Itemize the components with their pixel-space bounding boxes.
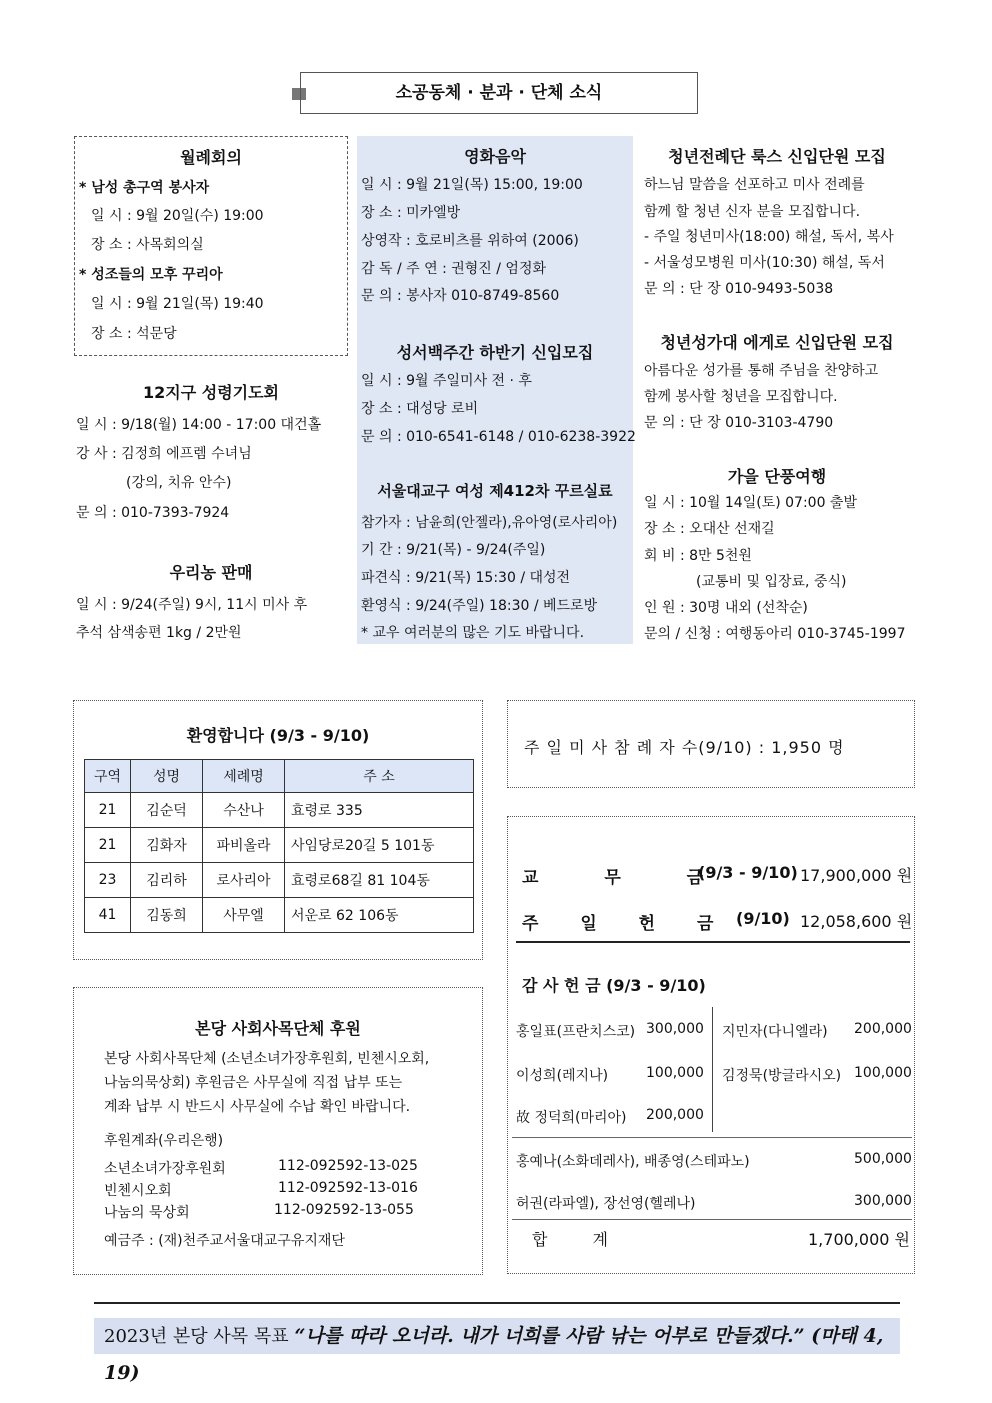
table-row xyxy=(85,863,474,898)
divider xyxy=(512,1219,912,1220)
table-header-row xyxy=(85,760,474,793)
joint-donors: 허권(라파엘), 장선영(헬레나) xyxy=(516,1196,696,1212)
col-header: 주 소 xyxy=(285,760,474,793)
film-line: 문 의 : 봉사자 010-8749-8560 xyxy=(361,288,560,304)
finance-box xyxy=(507,816,915,1274)
cell: 김리하 xyxy=(131,863,203,898)
monthly-line: 일 시 : 9월 21일(목) 19:40 xyxy=(91,296,264,312)
welcome-title: 환영합니다 (9/3 - 9/10) xyxy=(186,726,370,745)
trip-title: 가을 단풍여행 xyxy=(727,467,827,486)
table-row xyxy=(85,828,474,863)
cell: 김화자 xyxy=(131,828,203,863)
film-title: 영화음악 xyxy=(464,147,526,166)
donor-name: 지민자(다니엘라) xyxy=(722,1024,828,1040)
cell: 효령로 335 xyxy=(285,793,474,828)
table-row xyxy=(85,793,474,828)
farm-line: 일 시 : 9/24(주일) 9시, 11시 미사 후 xyxy=(76,597,308,613)
film-line: 상영작 : 호로비츠를 위하여 (2006) xyxy=(361,233,579,249)
joint-donors: 홍예나(소화데레사), 배종영(스테파노) xyxy=(516,1154,750,1170)
trip-line: (교통비 및 입장료, 중식) xyxy=(696,574,847,590)
curia-line: * 교우 여러분의 많은 기도 바랍니다. xyxy=(361,625,585,641)
donor-name: 故 정덕희(마리아) xyxy=(516,1110,627,1126)
account-number: 112-092592-13-025 xyxy=(278,1158,418,1174)
total-amount: 1,700,000 원 xyxy=(808,1230,910,1249)
farm-line: 추석 삼색송편 1kg / 2만원 xyxy=(76,625,242,641)
farm-title: 우리농 판매 xyxy=(169,563,253,582)
account-name: 나눔의 묵상회 xyxy=(104,1205,190,1221)
monthly-title: 월례회의 xyxy=(180,148,242,167)
welcome-box xyxy=(73,700,483,960)
cell: 23 xyxy=(85,863,131,898)
cell: 41 xyxy=(85,898,131,933)
divider xyxy=(516,941,910,943)
account-title: 후원계좌(우리은행) xyxy=(104,1133,224,1149)
finance-period: (9/3 - 9/10) xyxy=(698,863,798,882)
support-title: 본당 사회사목단체 후원 xyxy=(195,1019,361,1038)
welcome-table xyxy=(84,759,474,933)
total-label: 합 계 xyxy=(532,1230,628,1249)
film-line: 장 소 : 미카엘방 xyxy=(361,205,461,221)
choir-title: 청년성가대 에게로 신입단원 모집 xyxy=(660,333,894,352)
table-row xyxy=(85,898,474,933)
finance-label: 주 일 헌 금 xyxy=(522,914,732,934)
film-line: 감 독 / 주 연 : 권형진 / 엄정화 xyxy=(361,261,546,277)
cell: 사임당로20길 5 101동 xyxy=(285,828,474,863)
cell: 사무엘 xyxy=(203,898,285,933)
support-body: 계좌 납부 시 반드시 사무실에 수납 확인 바랍니다. xyxy=(104,1099,411,1115)
curia-line: 참가자 : 남윤희(안젤라),유아영(로사리아) xyxy=(361,515,618,531)
footer-quote: “나를 따라 오너라. 내가 너희를 사람 낚는 어부로 만들겠다.” (마태 4, 19) xyxy=(104,1325,884,1384)
finance-label: 교 무 금 xyxy=(522,868,734,888)
monthly-meeting-box xyxy=(74,136,348,356)
footer-rule xyxy=(94,1302,900,1304)
donor-amount: 200,000 xyxy=(646,1107,704,1123)
lux-line: - 주일 청년미사(18:00) 해설, 독서, 복사 xyxy=(644,229,894,245)
donor-amount: 100,000 xyxy=(854,1065,912,1081)
cell: 파비올라 xyxy=(203,828,285,863)
col-header: 세례명 xyxy=(203,760,285,793)
monthly-line: * 성조들의 모후 꾸리아 xyxy=(79,267,223,283)
choir-line: 아름다운 성가를 통해 주님을 찬양하고 xyxy=(644,363,879,379)
joint-amount: 300,000 xyxy=(854,1193,912,1209)
prayer-line: 문 의 : 010-7393-7924 xyxy=(76,505,230,521)
donor-amount: 100,000 xyxy=(646,1065,704,1081)
prayer-line: 일 시 : 9/18(월) 14:00 - 17:00 대건홀 xyxy=(76,417,322,433)
farm-section xyxy=(74,560,348,650)
monthly-line: 일 시 : 9월 20일(수) 19:00 xyxy=(91,208,264,224)
bible-line: 장 소 : 대성당 로비 xyxy=(361,401,479,417)
support-box xyxy=(73,987,483,1275)
support-body: 나눔의묵상회) 후원금은 사무실에 직접 납부 또는 xyxy=(104,1075,403,1091)
cell: 효령로68길 81 104동 xyxy=(285,863,474,898)
cell: 21 xyxy=(85,793,131,828)
cell: 김동희 xyxy=(131,898,203,933)
footer-prefix: 2023년 본당 사목 목표 xyxy=(104,1326,289,1347)
choir-line: 함께 봉사할 청년을 모집합니다. xyxy=(644,389,838,405)
center-column xyxy=(357,136,636,644)
joint-amount: 500,000 xyxy=(854,1151,912,1167)
bible-line: 일 시 : 9월 주일미사 전 · 후 xyxy=(361,373,532,389)
cell: 서운로 62 106동 xyxy=(285,898,474,933)
section-header: 소공동체 · 분과 · 단체 소식 xyxy=(300,72,698,114)
finance-amount: 17,900,000 원 xyxy=(800,866,913,885)
account-number: 112-092592-13-016 xyxy=(278,1180,418,1196)
prayer-line: (강의, 치유 안수) xyxy=(126,475,232,491)
account-name: 빈첸시오회 xyxy=(104,1183,172,1199)
monthly-line: * 남성 총구역 봉사자 xyxy=(79,180,210,196)
finance-period: (9/10) xyxy=(736,909,790,928)
trip-line: 문의 / 신청 : 여행동아리 010-3745-1997 xyxy=(644,626,906,642)
prayer-title: 12지구 성령기도회 xyxy=(142,383,280,402)
cell: 21 xyxy=(85,828,131,863)
curia-title: 서울대교구 여성 제412차 꾸르실료 xyxy=(377,482,613,500)
trip-line: 회 비 : 8만 5천원 xyxy=(644,548,752,564)
lux-line: - 서울성모병원 미사(10:30) 해설, 독서 xyxy=(644,255,885,271)
donor-name: 이성희(레지나) xyxy=(516,1068,609,1084)
attendance-text: 주 일 미 사 참 례 자 수(9/10) : 1,950 명 xyxy=(524,738,845,757)
lux-line: 함께 할 청년 신자 분을 모집합니다. xyxy=(644,204,861,220)
curia-line: 환영식 : 9/24(주일) 18:30 / 베드로방 xyxy=(361,598,598,614)
prayer-line: 강 사 : 김정희 에프렘 수녀님 xyxy=(76,446,252,462)
col-header: 성명 xyxy=(131,760,203,793)
curia-line: 기 간 : 9/21(목) - 9/24(주일) xyxy=(361,542,546,558)
prayer-section xyxy=(74,380,348,530)
cell: 수산나 xyxy=(203,793,285,828)
donor-amount: 300,000 xyxy=(646,1021,704,1037)
support-body: 본당 사회사목단체 (소년소녀가장후원회, 빈첸시오회, xyxy=(104,1051,430,1067)
trip-line: 일 시 : 10월 14일(토) 07:00 출발 xyxy=(644,495,857,511)
choir-line: 문 의 : 단 장 010-3103-4790 xyxy=(644,415,834,431)
right-column xyxy=(642,136,922,646)
footer-banner xyxy=(94,1318,900,1384)
lux-title: 청년전례단 룩스 신입단원 모집 xyxy=(668,147,886,166)
curia-line: 파견식 : 9/21(목) 15:30 / 대성전 xyxy=(361,570,571,586)
lux-line: 문 의 : 단 장 010-9493-5038 xyxy=(644,281,834,297)
lux-line: 하느님 말씀을 선포하고 미사 전례를 xyxy=(644,177,865,193)
film-line: 일 시 : 9월 21일(목) 15:00, 19:00 xyxy=(361,177,583,193)
bible-title: 성서백주간 하반기 신입모집 xyxy=(396,343,594,362)
donor-name: 홍일표(프란치스코) xyxy=(516,1024,636,1040)
donor-amount: 200,000 xyxy=(854,1021,912,1037)
trip-line: 장 소 : 오대산 선재길 xyxy=(644,521,775,537)
donor-name: 김정묵(방글라시오) xyxy=(722,1068,842,1084)
cell: 로사리아 xyxy=(203,863,285,898)
attendance-box xyxy=(507,700,915,788)
monthly-line: 장 소 : 석문당 xyxy=(91,326,177,342)
bible-line: 문 의 : 010-6541-6148 / 010-6238-3922 xyxy=(361,429,636,445)
trip-line: 인 원 : 30명 내외 (선착순) xyxy=(644,600,808,616)
account-holder: 예금주 : (재)천주교서울대교구유지재단 xyxy=(104,1233,345,1249)
cell: 김순덕 xyxy=(131,793,203,828)
col-header: 구역 xyxy=(85,760,131,793)
finance-amount: 12,058,600 원 xyxy=(800,912,913,931)
divider xyxy=(512,1137,912,1138)
account-number: 112-092592-13-055 xyxy=(274,1202,414,1218)
divider xyxy=(712,1007,713,1132)
account-name: 소년소녀가장후원회 xyxy=(104,1161,226,1177)
monthly-line: 장 소 : 사목회의실 xyxy=(91,237,204,253)
thanks-title: 감 사 헌 금 (9/3 - 9/10) xyxy=(522,976,706,995)
